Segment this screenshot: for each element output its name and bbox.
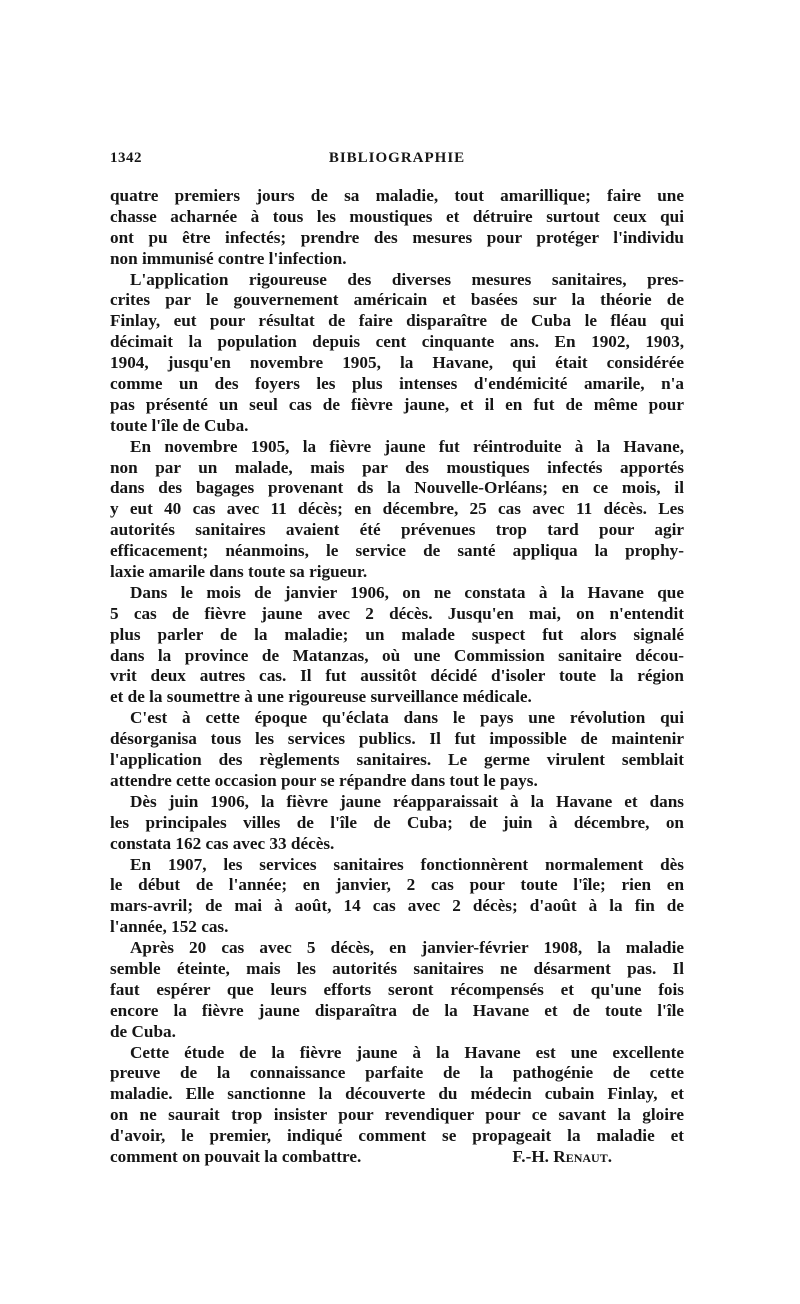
- text-line: attendre cette occasion pour se répandre dans tout le pays.: [110, 770, 538, 790]
- text-line: de Cuba.: [110, 1021, 176, 1041]
- text-line: Dans le mois de janvier 1906, on ne constata à la Havane que: [130, 582, 684, 602]
- text-line: Finlay, eut pour résultat de faire disparaître de Cuba le fléau qui: [110, 311, 684, 331]
- text-line: d'avoir, le premier, indiqué comment se propageait la maladie et: [110, 1126, 684, 1146]
- text-line: l'année, 152 cas.: [110, 917, 229, 937]
- text-line: Après 20 cas avec 5 décès, en janvier-février 1908, la maladie: [130, 938, 684, 958]
- body-text: [110, 186, 684, 1168]
- running-title: BIBLIOGRAPHIE: [328, 150, 466, 166]
- text-line: L'application rigoureuse des diverses mesures sanitaires, pres-: [130, 269, 684, 289]
- text-line: dans des bagages provenant ds la Nouvelle-Orléans; en ce mois, il: [110, 478, 684, 498]
- text-line: En novembre 1905, la fièvre jaune fut réintroduite à la Havane,: [130, 436, 684, 456]
- text-line: les principales villes de l'île de Cuba; de juin à décembre, on: [110, 812, 684, 832]
- text-line: pas présenté un seul cas de fièvre jaune, et il en fut de même pour: [110, 394, 684, 414]
- text-line: C'est à cette époque qu'éclata dans le pays une révolution qui: [130, 708, 684, 728]
- text-line: et de la soumettre à une rigoureuse surveillance médicale.: [110, 687, 532, 707]
- author-signature: F.-H. Renaut.: [512, 1146, 612, 1166]
- text-line: En 1907, les services sanitaires fonctionnèrent normalement dès: [130, 854, 684, 874]
- text-line: décimait la population depuis cent cinquante ans. En 1902, 1903,: [110, 332, 684, 352]
- closing-text: comment on pouvait la combattre.: [110, 1146, 362, 1166]
- text-line: comme un des foyers les plus intenses d'endémicité amarile, n'a: [110, 374, 684, 394]
- text-line: l'application des règlements sanitaires. Le germe virulent semblait: [110, 750, 684, 770]
- text-line: plus parler de la maladie; un malade suspect fut alors signalé: [110, 624, 684, 644]
- document-page: [110, 150, 684, 1168]
- text-line: semble éteinte, mais les autorités sanitaires ne désarment pas. Il: [110, 958, 684, 978]
- text-line: y eut 40 cas avec 11 décès; en décembre, 25 cas avec 11 décès. Les: [110, 499, 684, 519]
- closing-line: [110, 1147, 684, 1168]
- text-line: non immunisé contre l'infection.: [110, 248, 347, 268]
- page-number: 1342: [110, 150, 142, 166]
- text-line: crites par le gouvernement américain et basées sur la théorie de: [110, 290, 684, 310]
- text-line: mars-avril; de mai à août, 14 cas avec 2 décès; d'août à la fin de: [110, 896, 684, 916]
- text-line: faut espérer que leurs efforts seront récompensés et qu'une fois: [110, 979, 684, 999]
- text-line: 1904, jusqu'en novembre 1905, la Havane, qui était considérée: [110, 353, 684, 373]
- text-line: laxie amarile dans toute sa rigueur.: [110, 562, 368, 582]
- text-line: on ne saurait trop insister pour revendiquer pour ce savant la gloire: [110, 1105, 684, 1125]
- text-line: non par un malade, mais par des moustiques infectés apportés: [110, 457, 684, 477]
- text-line: chasse acharnée à tous les moustiques et détruire surtout ceux qui: [110, 206, 684, 226]
- text-line: constata 162 cas avec 33 décès.: [110, 833, 335, 853]
- text-line: preuve de la connaissance parfaite de la pathogénie de cette: [110, 1063, 684, 1083]
- page-header: [110, 150, 684, 178]
- text-line: 5 cas de fièvre jaune avec 2 décès. Jusqu'en mai, on n'entendit: [110, 603, 684, 623]
- text-line: autorités sanitaires avaient été prévenues trop tard pour agir: [110, 520, 684, 540]
- text-line: le début de l'année; en janvier, 2 cas pour toute l'île; rien en: [110, 875, 684, 895]
- text-line: Dès juin 1906, la fièvre jaune réapparaissait à la Havane et dans: [130, 791, 684, 811]
- text-line: encore la fièvre jaune disparaîtra de la Havane et de toute l'île: [110, 1000, 684, 1020]
- text-line: toute l'île de Cuba.: [110, 415, 249, 435]
- text-line: efficacement; néanmoins, le service de santé appliqua la prophy-: [110, 541, 684, 561]
- text-line: vrit deux autres cas. Il fut aussitôt décidé d'isoler toute la région: [110, 666, 684, 686]
- text-line: quatre premiers jours de sa maladie, tout amarillique; faire une: [110, 186, 684, 205]
- text-line: ont pu être infectés; prendre des mesures pour protéger l'individu: [110, 227, 684, 247]
- text-line: maladie. Elle sanctionne la découverte du médecin cubain Finlay, et: [110, 1084, 684, 1104]
- text-line: Cette étude de la fièvre jaune à la Havane est une excellente: [130, 1042, 684, 1062]
- text-line: désorganisa tous les services publics. Il fut impossible de maintenir: [110, 729, 684, 749]
- text-line: dans la province de Matanzas, où une Commission sanitaire décou-: [110, 645, 684, 665]
